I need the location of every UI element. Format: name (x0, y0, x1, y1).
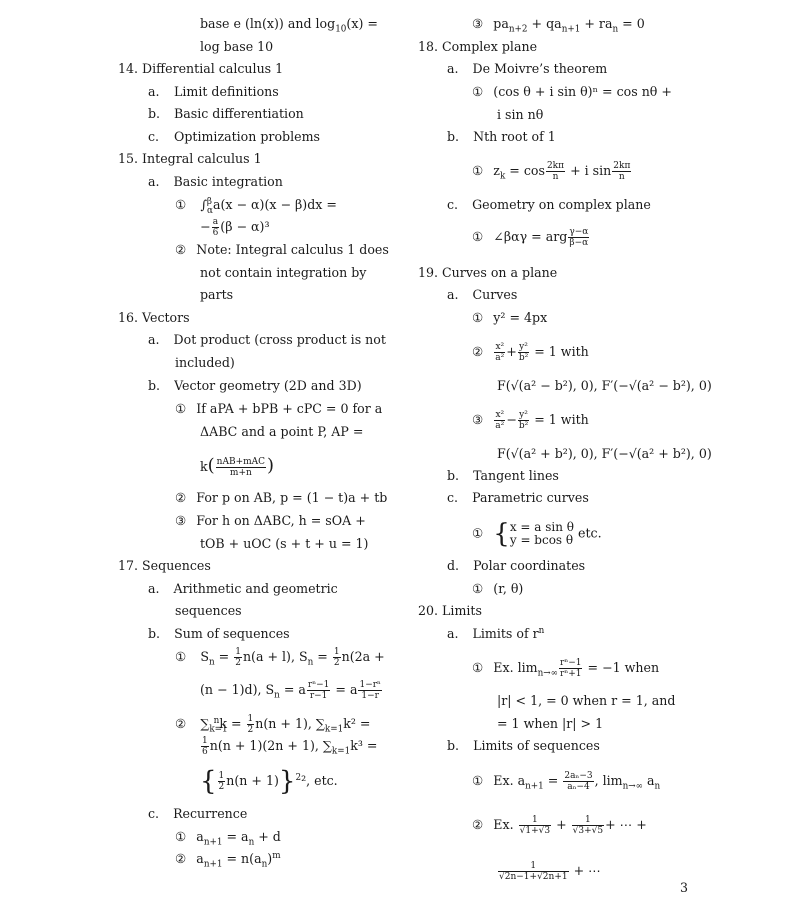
section-16-item-b: b. Vector geometry (2D and 3D) (148, 378, 362, 393)
limit-example-1-line-2: |r| < 1, = 0 when r = 1, and (497, 693, 676, 708)
section-19-heading: 19. Curves on a plane (418, 265, 558, 280)
integral-note-line-2: not contain integration by (200, 265, 367, 280)
section-20-item-b: b. Limits of sequences (447, 738, 600, 753)
complex-geometry-formula: ① ∠βαγ = arg $\frac{\gamma-\alpha}{\beta-\alpha}$ (472, 227, 589, 248)
section-14-item-a: a. Limit definitions (148, 84, 279, 99)
section-16-item-a-line-2: included) (175, 355, 235, 370)
section-14-item-c: c. Optimization problems (148, 129, 320, 144)
section-18-item-b: b. Nth root of 1 (447, 129, 556, 144)
ellipse-foci: F(√(a² − b²), 0), F′(−√(a² − b²), 0) (497, 378, 712, 393)
section-20-heading: 20. Limits (418, 603, 482, 618)
sequence-limit-example-1: ① Ex. $a_{n+1}$ = $\frac{\text{2aₙ−3}}{\text{aₙ−4}}$ , $\lim_{n\to\infty} a_n$ (472, 771, 661, 792)
section-18-item-c: c. Geometry on complex plane (447, 197, 651, 212)
section-19-item-a: a. Curves (447, 287, 518, 302)
section-17-item-a-line-1: a. Arithmetic and geometric (148, 581, 338, 596)
limit-example-1-line-1: ① Ex. $\lim_{n\to\infty}$ $\frac{\text{rⁿ−1}}{\text{rⁿ+1}}$ = −1 when (472, 658, 660, 679)
limit-example-1-line-3: = 1 when |r| > 1 (497, 716, 604, 731)
curve-hyperbola: ③ $\frac{\text{x²}}{\text{a²}}$ − $\frac{\text{y²}}{\text{b²}}$ = 1 with (472, 410, 589, 431)
recurrence-formula-1: ① $a_{n+1} = a_n + d$ (175, 829, 281, 848)
parametric-formula: ① { x = a sin θ y = bcos θ etc. (472, 519, 602, 549)
integral-formula-line-2: − $\frac{a}{6}$ (β − α)³ (200, 217, 270, 238)
sum-formula-2-line-1: ② $\sum_{k=1}^nk$ = $\frac{1}{2}$ n(n + 1), $\sum_{k=1}k^2$ = (175, 714, 371, 735)
hyperbola-foci: F(√(a² + b²), 0), F′(−√(a² + b²), 0) (497, 446, 712, 461)
recurrence-formula-3: ③ $pa_{n+2} + qa_{n+1} + ra_n = 0$ (472, 16, 645, 35)
section-19-item-b: b. Tangent lines (447, 468, 559, 483)
sum-formula-2-line-3: { $\frac{1}{2}$ n(n + 1)}$^2$², etc. (200, 766, 338, 797)
section-14-heading: 14. Differential calculus 1 (118, 61, 284, 76)
vector-formula-2: ② For p on AB, p = (1 − t)a + tb (175, 490, 388, 505)
integral-note-line-1: ② Note: Integral calculus 1 does (175, 242, 389, 257)
de-moivre-line-1: ① (cos θ + i sin θ)ⁿ = cos nθ + (472, 84, 672, 99)
de-moivre-line-2: i sin nθ (497, 107, 544, 122)
sum-formula-1-line-1: ① $S_n$ = $\frac{1}{2}$ n(a + l), $S_n$ = $\frac{1}{2}$ n(2a + (175, 647, 385, 668)
vector-formula-3-line-2: tOB + uOC (s + t + u = 1) (200, 536, 369, 551)
curve-parabola: ① y² = 4px (472, 310, 548, 325)
section-14-item-b: b. Basic differentiation (148, 106, 304, 121)
log-continuation-line-1: base e (ln(x)) and $\log_{10}(x)$ = (200, 16, 378, 35)
sum-formula-1-line-2: (n − 1)d), $S_n = a$ $\frac{\text{rⁿ−1}}{r-1}$ = a $\frac{\text{1−rⁿ}}{1-r}$ (200, 680, 381, 701)
sequence-limit-example-2-line-1: ② Ex. $\frac{1}{√1+√3}$ + $\frac{1}{√3+√5}$ + ⋯ + (472, 815, 647, 836)
polar-formula: ① (r, θ) (472, 581, 524, 596)
section-16-item-a-line-1: a. Dot product (cross product is not (148, 332, 386, 347)
vector-formula-3-line-1: ③ For h on ΔABC, h = sOA + (175, 513, 366, 528)
section-20-item-a: a. Limits of $r^n$ (447, 625, 545, 641)
curve-ellipse: ② $\frac{\text{x²}}{\text{a²}}$ + $\frac{\text{y²}}{\text{b²}}$ = 1 with (472, 342, 589, 363)
section-17-item-b: b. Sum of sequences (148, 626, 290, 641)
root-of-unity-formula: ① $z_k = \cos$ $\frac{2k\pi}{n}$ + i sin $\frac{2k\pi}{n}$ (472, 161, 631, 182)
section-19-item-c: c. Parametric curves (447, 490, 589, 505)
log-continuation-line-2: log base 10 (200, 39, 274, 54)
section-17-item-c: c. Recurrence (148, 806, 248, 821)
section-18-heading: 18. Complex plane (418, 39, 538, 54)
sequence-limit-example-2-line-2: $\frac{1}{√2n-1+√2n+1}$ + ⋯ (499, 861, 601, 882)
section-17-heading: 17. Sequences (118, 558, 211, 573)
sum-formula-2-line-2: $\frac{1}{6}$ n(n + 1)(2n + 1), $\sum_{k=1}k^3$ = (202, 736, 378, 757)
section-16-heading: 16. Vectors (118, 310, 190, 325)
section-15-heading: 15. Integral calculus 1 (118, 151, 262, 166)
recurrence-formula-2: ② $a_{n+1} = n(a_n)^m$ (175, 850, 281, 870)
section-15-item-a: a. Basic integration (148, 174, 283, 189)
vector-formula-1-line-3: k( $\frac{\text{nAB+mAC}}{m+n}$ ) (200, 455, 275, 478)
section-18-item-a: a. De Moivre’s theorem (447, 61, 608, 76)
integral-formula-line-1: ① ∫$^\beta_\alpha$a(x − α)(x − β)dx = (175, 196, 337, 216)
integral-note-line-3: parts (200, 287, 234, 302)
section-19-item-d: d. Polar coordinates (447, 558, 586, 573)
section-17-item-a-line-2: sequences (175, 603, 242, 618)
page-number: 3 (680, 880, 689, 895)
vector-formula-1-line-1: ① If aPA + bPB + cPC = 0 for a (175, 401, 383, 416)
vector-formula-1-line-2: ΔABC and a point P, AP = (200, 424, 364, 439)
